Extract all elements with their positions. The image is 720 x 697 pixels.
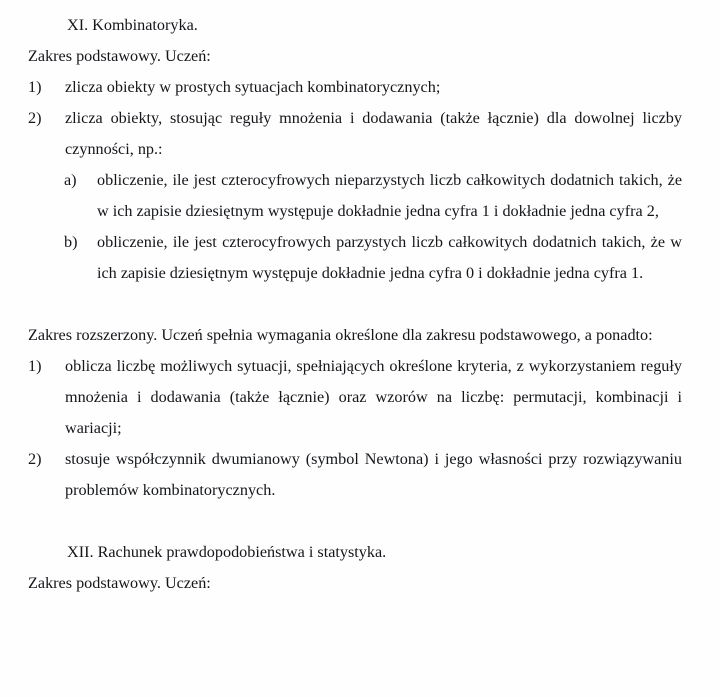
list-marker: 1) [28,357,42,375]
section-heading-xii: XII. Rachunek prawdopodobieństwa i statystyka. [67,543,387,561]
list-marker: 2) [28,109,42,127]
list-item [28,351,682,444]
document-text-body [28,10,682,599]
list-item [28,72,682,103]
sub-list-item-text: obliczenie, ile jest czterocyfrowych nieparzystych liczb całkowitych dodatnich takich, że w ich zapisie dziesiętnym występuje dokładnie jedna cyfra 1 i dokładnie jedna cyfra 2, [97,171,682,220]
list-marker: 2) [28,450,42,468]
list-item-text: zlicza obiekty w prostych sytuacjach kombinatorycznych; [65,78,441,96]
list-item [28,444,682,506]
sub-list-marker: a) [64,171,77,189]
paragraph-spacer [28,289,682,320]
list-item-text: stosuje współczynnik dwumianowy (symbol Newtona) i jego własności przy rozwiązywaniu problemów kombinatorycznych. [65,450,682,499]
list-item [28,103,682,165]
scope-basic-intro-xi: Zakres podstawowy. Uczeń: [28,47,211,65]
sub-list-item-text: obliczenie, ile jest czterocyfrowych parzystych liczb całkowitych dodatnich takich, że w ich zapisie dziesiętnym występuje dokładnie jedna cyfra 0 i dokładnie jedna cyfra 1. [97,233,682,282]
sub-list-item [64,165,682,227]
section-heading-xi: XI. Kombinatoryka. [67,16,198,34]
section-spacer [28,506,682,537]
scope-basic-intro-xii: Zakres podstawowy. Uczeń: [28,574,211,592]
sub-list-item [64,227,682,289]
scope-extended-intro-xi: Zakres rozszerzony. Uczeń spełnia wymagania określone dla zakresu podstawowego, a ponadto: [28,326,653,344]
list-item-text: oblicza liczbę możliwych sytuacji, spełniających określone kryteria, z wykorzystaniem reguły mnożenia i dodawania (także łącznie) oraz wzorów na liczbę: permutacji, kombinacji i wariacji; [65,357,682,437]
list-marker: 1) [28,78,42,96]
sub-list-marker: b) [64,233,78,251]
list-item-text: zlicza obiekty, stosując reguły mnożenia i dodawania (także łącznie) dla dowolnej liczby czynności, np.: [65,109,682,158]
